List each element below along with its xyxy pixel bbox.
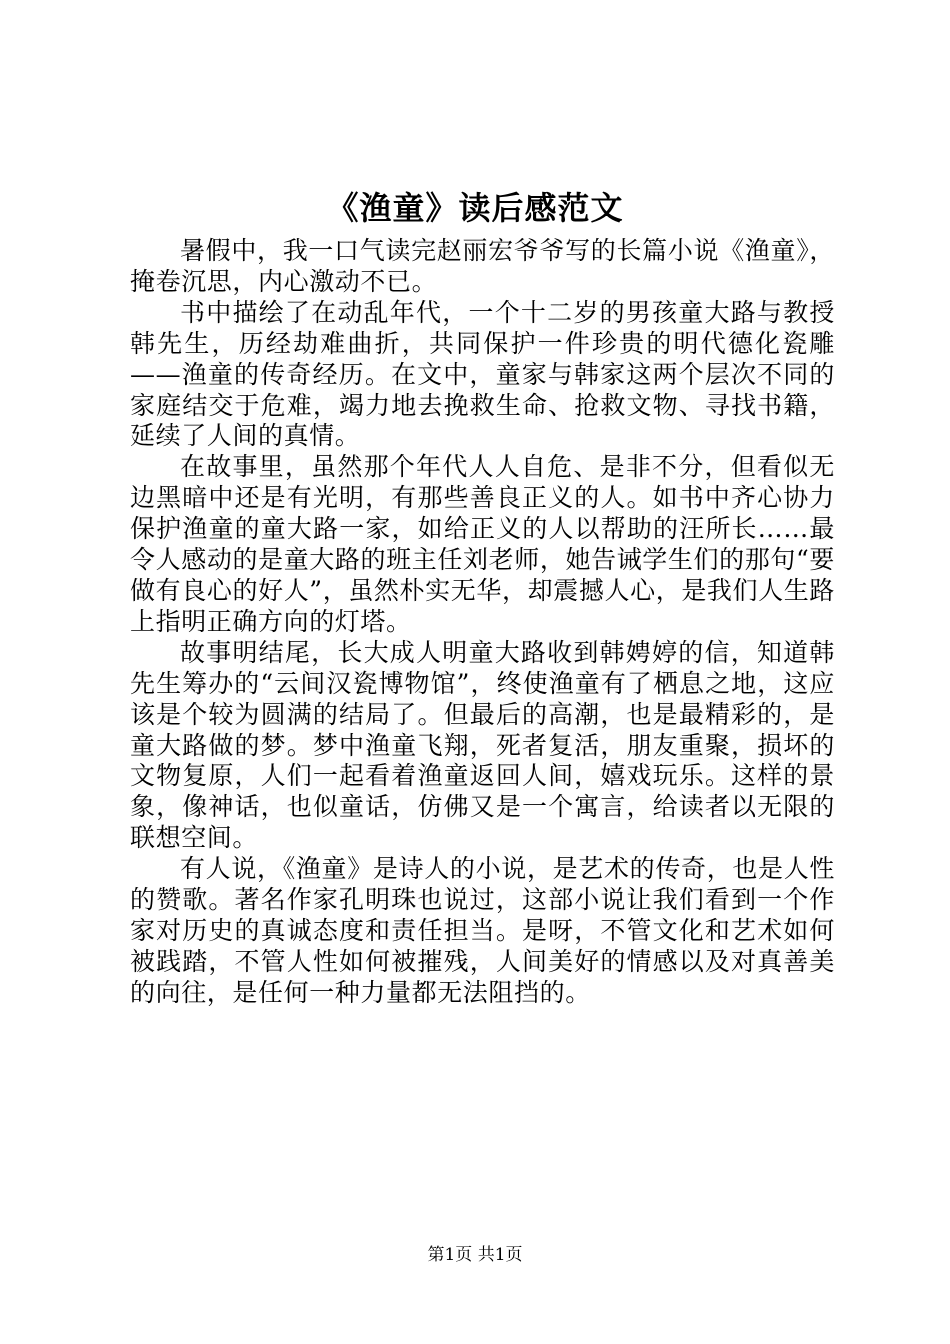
paragraph-2: 书中描绘了在动乱年代，一个十二岁的男孩童大路与教授韩先生，历经劫难曲折，共同保护一件珍贵的明代德化瓷雕——渔童的传奇经历。在文中，童家与韩家这两个层次不同的家庭结交于危难，竭力地去挽救生命、抢救文物、寻找书籍，延续了人间的真情。 [130,297,835,451]
document-body [130,236,835,1009]
page-footer: 第1页 共1页 [427,1245,523,1265]
paragraph-5: 有人说，《渔童》是诗人的小说，是艺术的传奇，也是人性的赞歌。著名作家孔明珠也说过，这部小说让我们看到一个作家对历史的真诚态度和责任担当。是呀，不管文化和艺术如何被践踏，不管人性如何被摧残，人间美好的情感以及对真善美的向往，是任何一种力量都无法阻挡的。 [130,854,835,1007]
paragraph-3: 在故事里，虽然那个年代人人自危、是非不分，但看似无边黑暗中还是有光明，有那些善良正义的人。如书中齐心协力保护渔童的童大路一家，如给正义的人以帮助的汪所长……最令人感动的是童大路的班主任刘老师，她告诫学生们的那句“要做有良心的好人”，虽然朴实无华，却震撼人心，是我们人生路上指明正确方向的灯塔。 [130,452,835,636]
paragraph-4: 故事明结尾，长大成人明童大路收到韩娉婷的信，知道韩先生筹办的“云间汉瓷博物馆”，终使渔童有了栖息之地，这应该是个较为圆满的结局了。但最后的高潮，也是最精彩的，是童大路做的梦。梦中渔童飞翔，死者复活，朋友重聚，损坏的文物复原，人们一起看着渔童返回人间，嬉戏玩乐。这样的景象，像神话，也似童话，仿佛又是一个寓言，给读者以无限的联想空间。 [130,637,835,853]
paragraph-1: 暑假中，我一口气读完赵丽宏爷爷写的长篇小说《渔童》，掩卷沉思，内心激动不已。 [130,236,835,296]
document-title: 《渔童》读后感范文 [326,189,624,227]
